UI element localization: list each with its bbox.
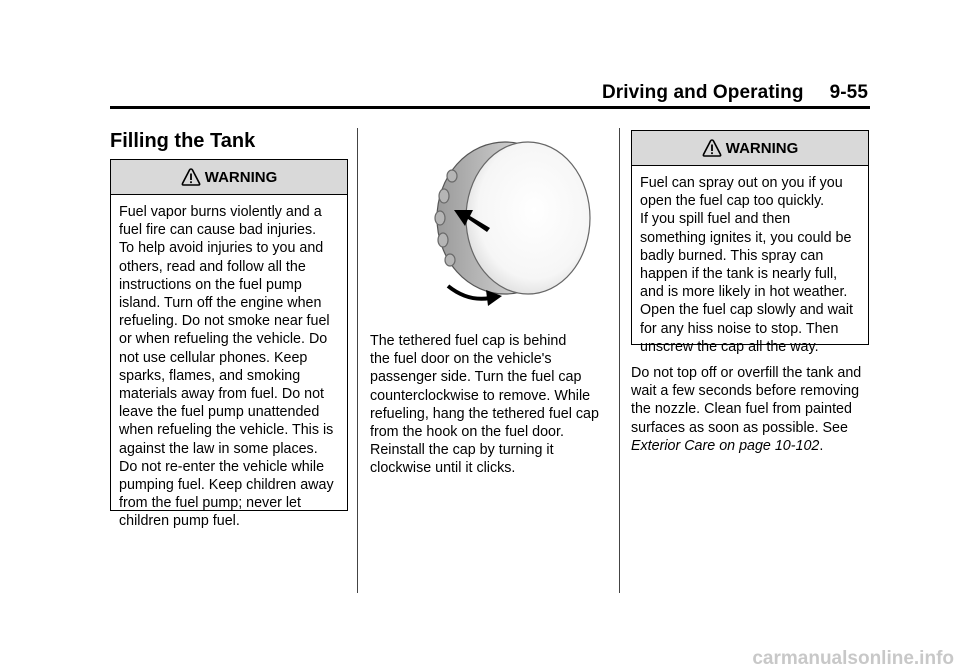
column-divider-right [619,128,620,593]
warning-left-line: against the law in some places. [119,440,318,457]
warning-label-right: WARNING [725,139,799,157]
watermark: carmanualsonline.info [752,648,954,669]
cross-reference-line [631,437,876,455]
warning-right-line: Fuel can spray out on you if you [640,175,843,191]
right-line: the nozzle. Clean fuel from painted [631,401,852,418]
column-divider-left [357,128,358,593]
warning-left-line: Do not re-enter the vehicle while [119,458,325,475]
warning-box-left [110,159,348,530]
warning-right-line: unscrew the cap all the way. [640,338,819,355]
middle-line: the fuel door on the vehicle's [370,351,552,368]
warning-left-line: not use cellular phones. Keep [119,349,308,366]
header-section: Driving and Operating [601,82,804,103]
warning-left-line: from the fuel pump; never let [119,495,301,512]
warning-left-line: leave the fuel pump unattended [119,404,320,421]
middle-line: passenger side. Turn the fuel cap [370,369,582,386]
warning-left-line: materials away from fuel. Do not [119,386,325,403]
header-text [602,82,868,104]
warning-header-right [632,131,868,166]
warning-right-line: If you spill fuel and then [640,211,791,228]
middle-line: Reinstall the cap by turning it [370,442,554,459]
warning-left-line: when refueling the vehicle. This is [119,422,334,439]
right-line: wait a few seconds before removing [631,383,860,400]
middle-line: refueling, hang the tethered fuel cap [370,405,599,422]
middle-line: The tethered fuel cap is behind [370,333,567,349]
middle-line: counterclockwise to remove. While [370,387,591,404]
right-line: Do not top off or overfill the tank and [631,365,862,381]
link-suffix: . [819,437,824,454]
warning-text-right [632,166,868,364]
header-page-number: 9-55 [829,82,868,103]
warning-icon [181,167,201,187]
warning-right-line: something ignites it, you could be [640,229,852,246]
page-header [110,80,870,109]
warning-icon [702,138,722,158]
warning-left-line: island. Turn off the engine when [119,295,322,312]
warning-left-line: children pump fuel. [119,513,240,530]
exterior-care-link[interactable]: Exterior Care on page 10-102 [631,437,820,454]
warning-right-line: open the fuel cap too quickly. [640,193,825,210]
warning-left-line: Fuel vapor burns violently and a [119,204,322,220]
warning-left-line: others, read and follow all the [119,258,306,275]
middle-line: clockwise until it clicks. [370,460,516,477]
warning-left-line: instructions on the fuel pump [119,276,302,293]
middle-line: from the hook on the fuel door. [370,424,564,441]
warning-right-line: Open the fuel cap slowly and wait [640,302,853,319]
warning-left-line: sparks, flames, and smoking [119,367,301,384]
warning-left-line: pumping fuel. Keep children away [119,477,334,494]
warning-box-right [631,130,869,355]
warning-right-line: for any hiss noise to stop. Then [640,320,839,337]
warning-right-line: happen if the tank is nearly full, [640,266,838,283]
section-title: Filling the Tank [110,130,256,152]
fuel-cap-icon [410,136,610,316]
overfill-paragraph [631,364,876,455]
fuel-cap-paragraph [370,332,615,478]
warning-right-line: and is more likely in hot weather. [640,284,848,301]
warning-header-left [111,160,347,195]
warning-text-left [111,195,347,539]
warning-left-line: fuel fire can cause bad injuries. [119,222,317,239]
right-line: surfaces as soon as possible. See [631,419,848,436]
warning-label-left: WARNING [204,168,278,186]
warning-right-line: badly burned. This spray can [640,247,824,264]
warning-left-line: or when refueling the vehicle. Do [119,331,328,348]
warning-left-line: To help avoid injuries to you and [119,240,324,257]
warning-left-line: refueling. Do not smoke near fuel [119,313,330,330]
